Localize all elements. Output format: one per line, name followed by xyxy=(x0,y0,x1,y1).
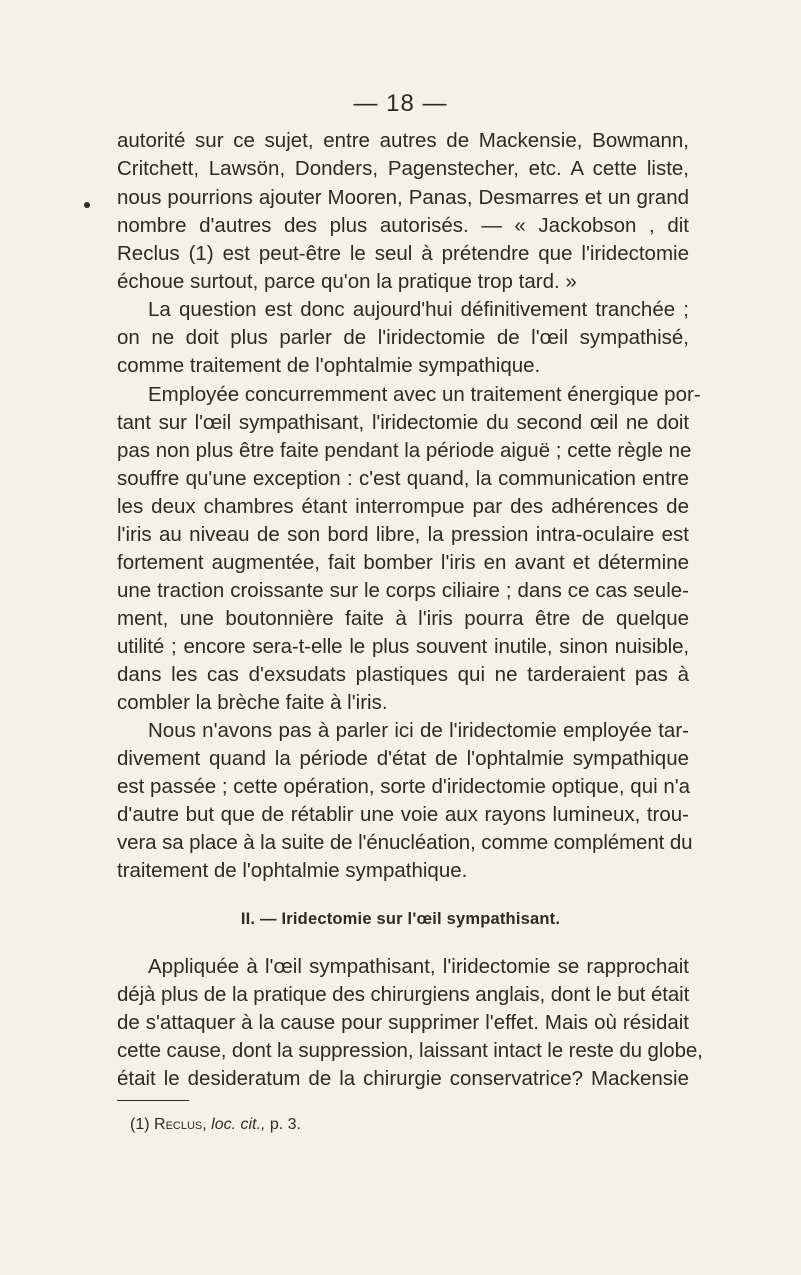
text-line: dans les cas d'exsudats plastiques qui ne tarderaient pas à xyxy=(117,663,689,686)
footnote-author: Reclus, xyxy=(154,1116,207,1133)
text-line: une traction croissante sur le corps ciliaire ; dans ce cas seule- xyxy=(117,579,689,602)
text-line: tant sur l'œil sympathisant, l'iridectomie du second œil ne doit xyxy=(117,411,689,434)
text-line: souffre qu'une exception : c'est quand, la communication entre xyxy=(117,467,689,490)
text-line: est passée ; cette opération, sorte d'iridectomie optique, qui n'a xyxy=(117,775,691,798)
footnote-page: p. 3. xyxy=(269,1116,301,1133)
text-line: cette cause, dont la suppression, laissant intact le reste du globe, xyxy=(117,1039,703,1062)
text-line: La question est donc aujourd'hui définitivement tranchée ; xyxy=(148,298,689,321)
text-line: de s'attaquer à la cause pour supprimer l'effet. Mais où résidait xyxy=(117,1011,689,1034)
text-line: Nous n'avons pas à parler ici de l'iridectomie employée tar- xyxy=(148,719,689,742)
text-line: nous pourrions ajouter Mooren, Panas, Desmarres et un grand xyxy=(117,186,689,209)
footnote-reference: loc. cit., xyxy=(211,1116,266,1133)
text-line: utilité ; encore sera-t-elle le plus souvent inutile, sinon nuisible, xyxy=(117,635,689,658)
print-speck xyxy=(84,202,90,208)
text-line: les deux chambres étant interrompue par des adhérences de xyxy=(117,495,689,518)
footnote xyxy=(130,1115,301,1135)
text-line: Appliquée à l'œil sympathisant, l'iridectomie se rapprochait xyxy=(148,955,689,978)
section-heading: II. — Iridectomie sur l'œil sympathisant. xyxy=(240,910,561,928)
footnote-number: (1) xyxy=(130,1116,150,1133)
text-line: traitement de l'ophtalmie sympathique. xyxy=(117,859,468,882)
text-line: comme traitement de l'ophtalmie sympathique. xyxy=(117,354,541,377)
text-line: fortement augmentée, fait bomber l'iris en avant et détermine xyxy=(117,551,689,574)
text-line: Critchett, Lawsön, Donders, Pagenstecher, etc. A cette liste, xyxy=(117,157,689,180)
text-line: divement quand la période d'état de l'ophtalmie sympathique xyxy=(117,747,689,770)
page-number: — 18 — xyxy=(353,90,448,117)
text-line: échoue surtout, parce qu'on la pratique trop tard. » xyxy=(117,270,577,293)
text-line: était le desideratum de la chirurgie conservatrice? Mackensie xyxy=(117,1067,689,1090)
text-line: nombre d'autres des plus autorisés. — « Jackobson , dit xyxy=(117,214,689,237)
text-line: ment, une boutonnière faite à l'iris pourra être de quelque xyxy=(117,607,689,630)
text-line: combler la brèche faite à l'iris. xyxy=(117,691,388,714)
text-line: Employée concurremment avec un traitement énergique por- xyxy=(148,383,701,406)
text-line: déjà plus de la pratique des chirurgiens anglais, dont le but était xyxy=(117,983,690,1006)
text-line: pas non plus être faite pendant la période aiguë ; cette règle ne xyxy=(117,439,692,462)
text-line: d'autre but que de rétablir une voie aux rayons lumineux, trou- xyxy=(117,803,689,826)
text-line: l'iris au niveau de son bord libre, la pression intra-oculaire est xyxy=(117,523,689,546)
text-line: vera sa place à la suite de l'énucléation, comme complément du xyxy=(117,831,693,854)
footnote-rule xyxy=(117,1100,189,1101)
text-line: Reclus (1) est peut-être le seul à prétendre que l'iridectomie xyxy=(117,242,689,265)
text-line: on ne doit plus parler de l'iridectomie de l'œil sympathisé, xyxy=(117,326,689,349)
text-line: autorité sur ce sujet, entre autres de Mackensie, Bowmann, xyxy=(117,129,689,152)
